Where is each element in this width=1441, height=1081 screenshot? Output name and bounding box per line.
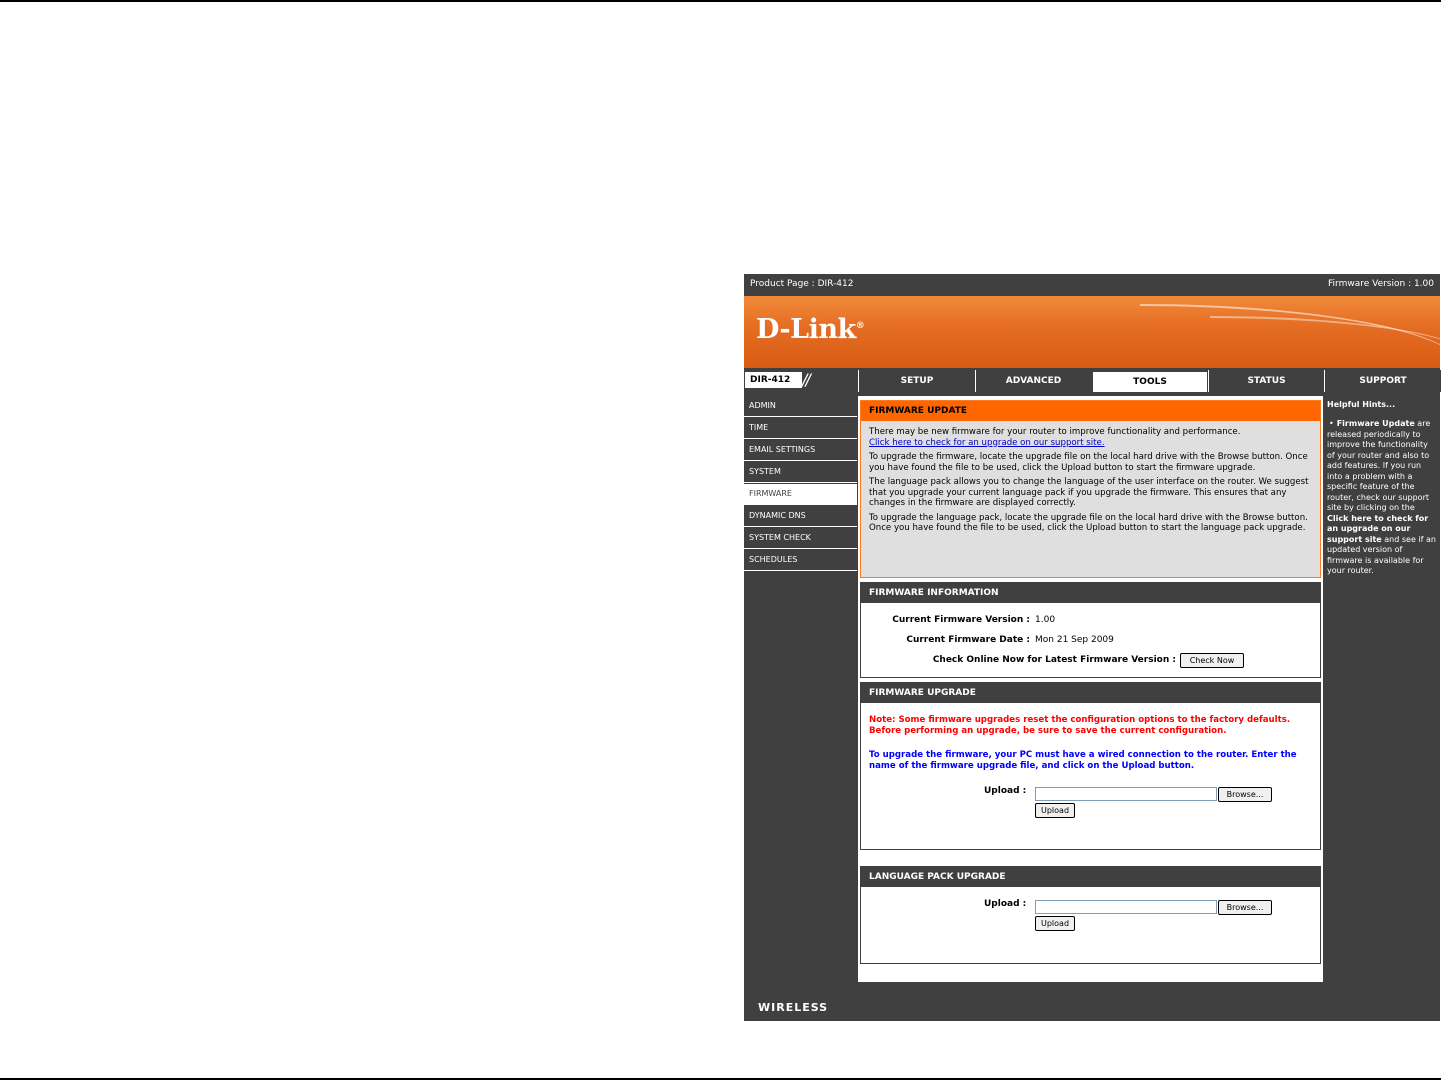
section-title: LANGUAGE PACK UPGRADE xyxy=(861,867,1320,887)
upload-label: Upload : xyxy=(984,786,1027,796)
check-now-button[interactable]: Check Now xyxy=(1180,653,1244,668)
model-badge: DIR-412 xyxy=(745,372,802,388)
sidebar-item-system-check[interactable]: SYSTEM CHECK xyxy=(744,528,857,549)
hint-link-text: Click here to check for an upgrade on our support site xyxy=(1327,513,1429,544)
firmware-version-value: 1.00 xyxy=(1035,615,1056,625)
sidebar-item-time[interactable]: TIME xyxy=(744,418,857,439)
model-slashes-decoration: // xyxy=(802,370,809,389)
tab-setup[interactable]: SETUP xyxy=(858,370,975,392)
firmware-upgrade-section xyxy=(860,682,1321,850)
language-pack-help: The language pack allows you to change the language of the user interface on the router. We suggest that you upgrade your current language pack if you upgrade the firmware. This ensures that any changes in the firmware are displayed correctly. xyxy=(869,477,1309,508)
main-content xyxy=(858,396,1323,982)
language-file-input[interactable] xyxy=(1035,900,1217,914)
intro-text: There may be new firmware for your router to improve functionality and performance. xyxy=(869,427,1241,437)
sidebar-item-system[interactable]: SYSTEM xyxy=(744,462,857,483)
wired-connection-note: To upgrade the firmware, your PC must have a wired connection to the router. Enter the name of the firmware upgrade file, and click on the Upload button. xyxy=(869,750,1297,771)
tab-support[interactable]: SUPPORT xyxy=(1324,370,1441,392)
section-title: FIRMWARE INFORMATION xyxy=(861,583,1320,603)
firmware-update-section xyxy=(860,400,1321,578)
upload-label: Upload : xyxy=(984,899,1027,909)
firmware-date-label: Current Firmware Date : xyxy=(906,635,1030,645)
brand-banner xyxy=(744,296,1440,368)
router-ui-window xyxy=(744,274,1440,1021)
page-bottom-rule xyxy=(0,1078,1441,1080)
hint-text: are released periodically to improve the functionality of your router and also to add features. If you run into a problem with a specific feature of the router, check our support site by clicking on the xyxy=(1327,419,1431,512)
language-browse-button[interactable]: Browse... xyxy=(1218,900,1272,915)
hint-bullet: • xyxy=(1329,419,1334,428)
tab-advanced[interactable]: ADVANCED xyxy=(975,370,1091,392)
language-pack-upgrade-section xyxy=(860,866,1321,964)
firmware-version-text: Firmware Version : 1.00 xyxy=(1328,279,1434,289)
sidebar-item-schedules[interactable]: SCHEDULES xyxy=(744,550,857,571)
firmware-file-input[interactable] xyxy=(1035,787,1217,801)
tab-tools[interactable]: TOOLS xyxy=(1092,371,1208,393)
sidebar-item-admin[interactable]: ADMIN xyxy=(744,396,857,417)
main-nav xyxy=(744,368,1440,394)
tab-status[interactable]: STATUS xyxy=(1208,370,1324,392)
sidebar-item-firmware[interactable]: FIRMWARE xyxy=(744,484,857,505)
firmware-version-label: Current Firmware Version : xyxy=(892,615,1030,625)
firmware-browse-button[interactable]: Browse... xyxy=(1218,787,1272,802)
section-title: FIRMWARE UPDATE xyxy=(861,401,1320,421)
dlink-logo: D-Link® xyxy=(756,314,865,345)
firmware-upload-button[interactable]: Upload xyxy=(1035,803,1075,818)
wireless-logo: WIRELESS xyxy=(758,1001,829,1014)
footer xyxy=(744,982,1440,1021)
helpful-hints-panel xyxy=(1324,396,1440,982)
language-upload-button[interactable]: Upload xyxy=(1035,916,1075,931)
language-upgrade-help: To upgrade the language pack, locate the upgrade file on the local hard drive with the Browse button. Once you have found the file to be used, click the Upload button to start the language pack upgrade. xyxy=(869,512,1308,533)
firmware-date-value: Mon 21 Sep 2009 xyxy=(1035,635,1114,645)
firmware-information-section xyxy=(860,582,1321,678)
banner-swoosh xyxy=(1210,316,1440,358)
support-site-link[interactable]: Click here to check for an upgrade on our support site. xyxy=(869,437,1105,448)
section-title: FIRMWARE UPGRADE xyxy=(861,683,1320,703)
page-top-rule xyxy=(0,0,1441,2)
hints-title: Helpful Hints... xyxy=(1327,400,1396,409)
hint-heading: Firmware Update xyxy=(1336,419,1415,428)
sidebar xyxy=(744,396,857,572)
sidebar-item-email-settings[interactable]: EMAIL SETTINGS xyxy=(744,440,857,461)
firmware-upgrade-help: To upgrade the firmware, locate the upgrade file on the local hard drive with the Browse button. Once you have found the file to be used, click the Upload button to start the firmware upgrade. xyxy=(869,452,1308,473)
sidebar-item-dynamic-dns[interactable]: DYNAMIC DNS xyxy=(744,506,857,527)
product-page-link[interactable]: Product Page : DIR-412 xyxy=(750,279,854,289)
hint-text-2: and see if an updated version of firmware is available for your router. xyxy=(1327,534,1436,575)
top-info-bar xyxy=(744,274,1440,296)
factory-reset-note: Note: Some firmware upgrades reset the configuration options to the factory defaults. Before performing an upgrade, be sure to save the current configuration. xyxy=(869,715,1291,736)
check-online-label: Check Online Now for Latest Firmware Version : xyxy=(932,655,1176,665)
